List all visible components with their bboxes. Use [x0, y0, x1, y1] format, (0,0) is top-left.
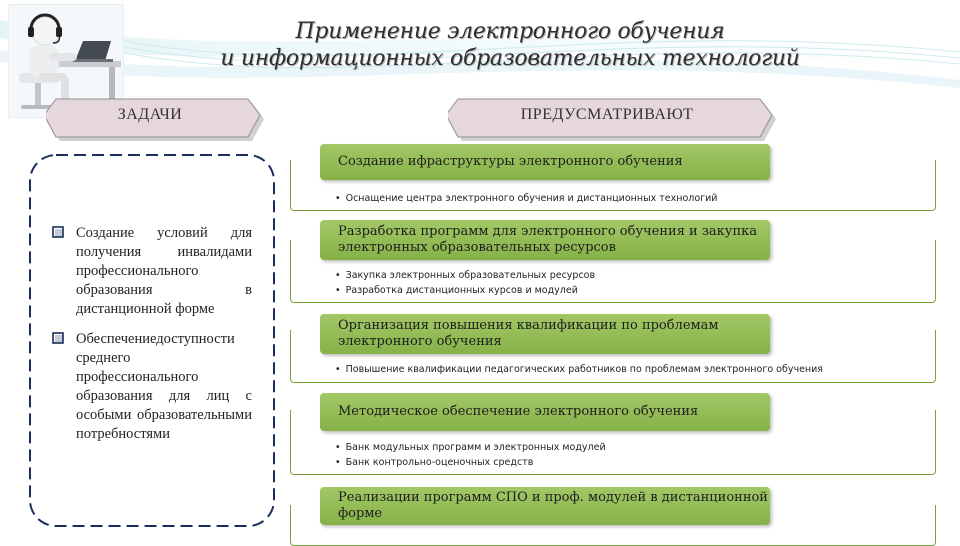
- checkbox-bullet-icon: [52, 226, 64, 238]
- section-title-qualification: [320, 314, 770, 354]
- tasks-header-label: ЗАДАЧИ: [117, 106, 183, 123]
- section-title-infrastructure: [320, 144, 770, 180]
- title-line-1: Применение электронного обучения: [295, 19, 725, 44]
- task-item: [56, 330, 252, 444]
- section-bullet: • Оснащение центра электронного обучения и дистанционных технологий: [335, 193, 717, 204]
- section-bullet: • Закупка электронных образовательных ресурсов: [335, 270, 595, 281]
- section-bullet: • Разработка дистанционных курсов и модулей: [335, 285, 578, 296]
- section-title-programs: [320, 220, 770, 260]
- title-line-2: и информационных образовательных технологий: [220, 46, 800, 71]
- task-item: [56, 224, 252, 319]
- checkbox-bullet-icon: [52, 332, 64, 344]
- section-title-implementation: [320, 487, 770, 525]
- task-text: Создание условий для получения инвалидами профессионального образования в дистанционной форме: [76, 225, 252, 317]
- section-bullet: • Банк контрольно-оценочных средств: [335, 457, 533, 468]
- slide-title: [130, 18, 890, 72]
- provides-header-label: ПРЕДУСМАТРИВАЮТ: [520, 106, 694, 123]
- section-title: Реализации программ СПО и проф. модулей в дистанционной форме: [338, 490, 768, 521]
- section-bullet: • Банк модульных программ и электронных модулей: [335, 442, 606, 453]
- task-text: Обеспечениедоступности среднего профессионального образования для лиц с особыми образовательными потребностями: [76, 331, 252, 442]
- section-title: Организация повышения квалификации по проблемам электронного обучения: [338, 318, 719, 349]
- section-bullet: • Повышение квалификации педагогических работников по проблемам электронного обучения: [335, 364, 823, 375]
- section-title: Разработка программ для электронного обучения и закупка электронных образовательных ресурсов: [338, 224, 757, 255]
- tasks-header: [46, 97, 266, 135]
- provides-header: [448, 97, 778, 135]
- section-title-methodical: [320, 393, 770, 431]
- section-title: Методическое обеспечение электронного обучения: [338, 404, 699, 419]
- section-title: Создание ифраструктуры электронного обучения: [338, 154, 683, 169]
